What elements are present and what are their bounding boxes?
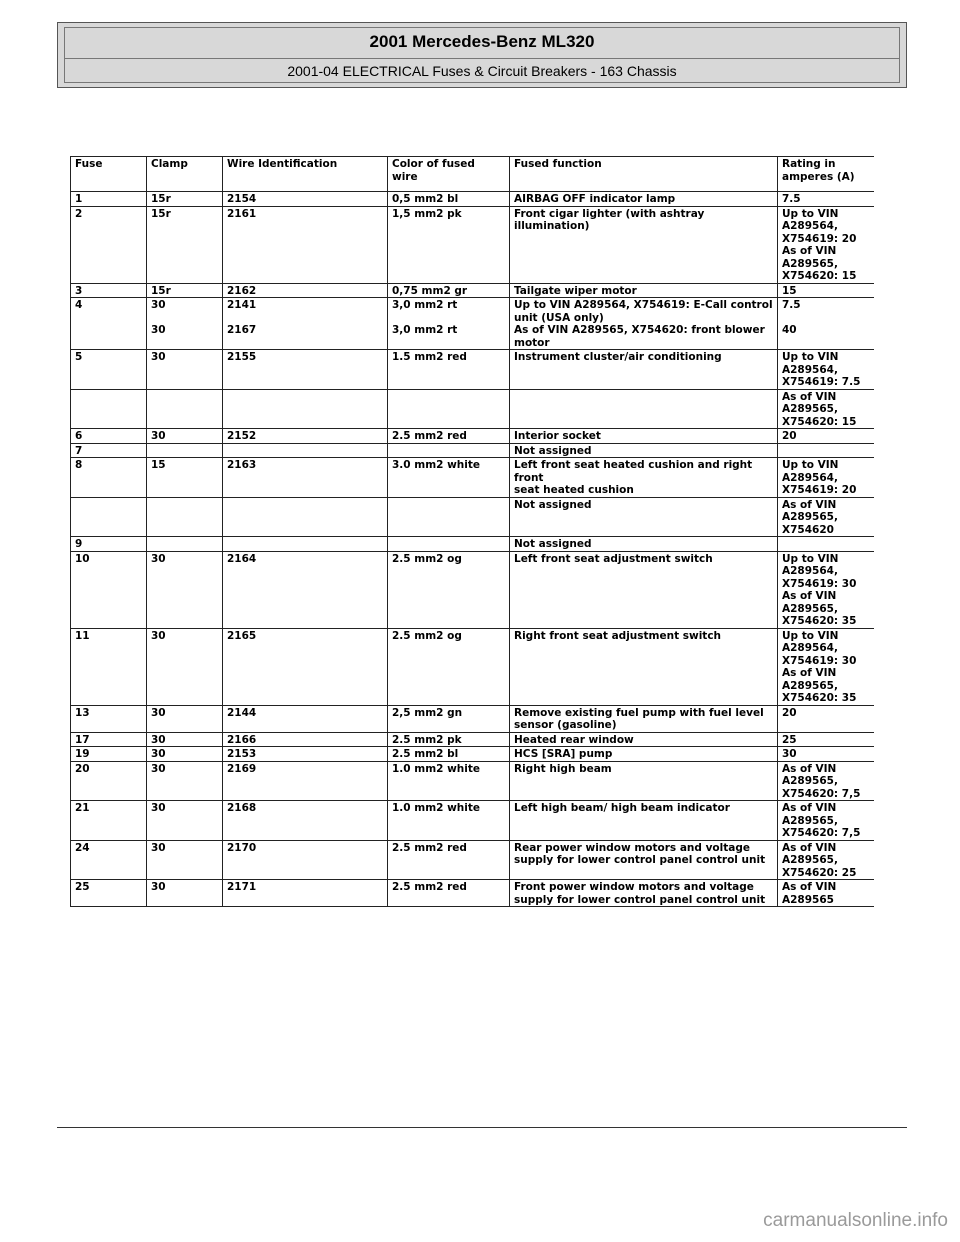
col-header-rating: Rating in amperes (A)	[778, 157, 875, 192]
wire-color-cell: 2,5 mm2 gn	[388, 705, 510, 732]
wire-color-cell: 2.5 mm2 pk	[388, 732, 510, 747]
fuse-cell: 3	[71, 283, 147, 298]
wire-id-cell: 2155	[223, 350, 388, 390]
function-cell: Heated rear window	[510, 732, 778, 747]
wire-color-cell: 2.5 mm2 bl	[388, 747, 510, 762]
rating-cell: Up to VIN A289564, X754619: 30 As of VIN A289565, X754620: 35	[778, 551, 875, 628]
clamp-cell: 15r	[147, 192, 223, 207]
rating-cell: As of VIN A289565, X754620	[778, 497, 875, 537]
fuse-cell: 5	[71, 350, 147, 390]
rating-cell	[778, 443, 875, 458]
clamp-cell: 30	[147, 801, 223, 841]
rating-cell: Up to VIN A289564, X754619: 30 As of VIN A289565, X754620: 35	[778, 628, 875, 705]
table-row	[71, 880, 875, 907]
table-row	[71, 350, 875, 390]
rating-cell: 30	[778, 747, 875, 762]
page-bottom-rule	[57, 1127, 907, 1128]
rating-cell: 7.5 40	[778, 298, 875, 350]
clamp-cell: 15r	[147, 283, 223, 298]
wire-id-cell	[223, 443, 388, 458]
wire-id-cell: 2171	[223, 880, 388, 907]
table-row	[71, 537, 875, 552]
wire-color-cell: 1.0 mm2 white	[388, 761, 510, 801]
wire-color-cell: 1,5 mm2 pk	[388, 206, 510, 283]
fuse-cell: 20	[71, 761, 147, 801]
wire-color-cell: 2.5 mm2 red	[388, 429, 510, 444]
function-cell: Left front seat heated cushion and right front seat heated cushion	[510, 458, 778, 498]
table-row	[71, 429, 875, 444]
col-header-clamp: Clamp	[147, 157, 223, 192]
wire-id-cell: 2163	[223, 458, 388, 498]
col-header-wire-id: Wire Identification	[223, 157, 388, 192]
clamp-cell: 30	[147, 628, 223, 705]
fuse-cell: 19	[71, 747, 147, 762]
table-row	[71, 298, 875, 350]
clamp-cell	[147, 389, 223, 429]
clamp-cell	[147, 497, 223, 537]
fuse-cell: 11	[71, 628, 147, 705]
function-cell: Instrument cluster/air conditioning	[510, 350, 778, 390]
document-title: 2001 Mercedes-Benz ML320	[369, 32, 595, 51]
table-body	[71, 192, 875, 907]
clamp-cell	[147, 443, 223, 458]
wire-color-cell: 3,0 mm2 rt 3,0 mm2 rt	[388, 298, 510, 350]
table-row	[71, 747, 875, 762]
col-header-wire-color: Color of fused wire	[388, 157, 510, 192]
table-row	[71, 840, 875, 880]
function-cell: Tailgate wiper motor	[510, 283, 778, 298]
wire-id-cell	[223, 389, 388, 429]
document-subtitle: 2001-04 ELECTRICAL Fuses & Circuit Breakers - 163 Chassis	[287, 63, 677, 79]
clamp-cell: 30 30	[147, 298, 223, 350]
function-cell: Not assigned	[510, 537, 778, 552]
wire-color-cell: 3.0 mm2 white	[388, 458, 510, 498]
table-row	[71, 192, 875, 207]
rating-cell: As of VIN A289565	[778, 880, 875, 907]
function-cell: Rear power window motors and voltage supply for lower control panel control unit	[510, 840, 778, 880]
fuse-cell: 24	[71, 840, 147, 880]
wire-color-cell: 1.5 mm2 red	[388, 350, 510, 390]
wire-id-cell: 2168	[223, 801, 388, 841]
clamp-cell: 30	[147, 705, 223, 732]
fuse-cell: 2	[71, 206, 147, 283]
rating-cell: Up to VIN A289564, X754619: 7.5	[778, 350, 875, 390]
table-row	[71, 206, 875, 283]
wire-color-cell: 0,75 mm2 gr	[388, 283, 510, 298]
rating-cell: Up to VIN A289564, X754619: 20 As of VIN A289565, X754620: 15	[778, 206, 875, 283]
table-row	[71, 443, 875, 458]
clamp-cell: 30	[147, 429, 223, 444]
fuse-cell: 25	[71, 880, 147, 907]
fuse-cell: 4	[71, 298, 147, 350]
wire-id-cell	[223, 537, 388, 552]
fuse-cell	[71, 497, 147, 537]
header-inner	[64, 27, 900, 83]
rating-cell: As of VIN A289565, X754620: 25	[778, 840, 875, 880]
wire-color-cell	[388, 389, 510, 429]
clamp-cell: 30	[147, 551, 223, 628]
table-row	[71, 497, 875, 537]
wire-id-cell: 2154	[223, 192, 388, 207]
wire-color-cell: 2.5 mm2 og	[388, 628, 510, 705]
function-cell: Remove existing fuel pump with fuel level sensor (gasoline)	[510, 705, 778, 732]
header-divider	[65, 58, 899, 59]
clamp-cell: 30	[147, 761, 223, 801]
fuse-cell: 21	[71, 801, 147, 841]
function-cell	[510, 389, 778, 429]
rating-cell: 7.5	[778, 192, 875, 207]
rating-cell: 15	[778, 283, 875, 298]
wire-color-cell: 1.0 mm2 white	[388, 801, 510, 841]
wire-id-cell: 2164	[223, 551, 388, 628]
table-row	[71, 283, 875, 298]
function-cell: AIRBAG OFF indicator lamp	[510, 192, 778, 207]
wire-id-cell: 2161	[223, 206, 388, 283]
clamp-cell: 15r	[147, 206, 223, 283]
clamp-cell: 30	[147, 350, 223, 390]
clamp-cell	[147, 537, 223, 552]
rating-cell: As of VIN A289565, X754620: 7,5	[778, 801, 875, 841]
rating-cell: 20	[778, 429, 875, 444]
table-row	[71, 761, 875, 801]
fuse-table-container	[70, 156, 874, 1130]
wire-color-cell	[388, 497, 510, 537]
rating-cell: 25	[778, 732, 875, 747]
function-cell: Not assigned	[510, 497, 778, 537]
table-header-row	[71, 157, 875, 192]
col-header-fuse: Fuse	[71, 157, 147, 192]
function-cell: Not assigned	[510, 443, 778, 458]
table-row	[71, 389, 875, 429]
fuse-table	[70, 156, 874, 907]
clamp-cell: 30	[147, 880, 223, 907]
wire-id-cell: 2152	[223, 429, 388, 444]
function-cell: Right front seat adjustment switch	[510, 628, 778, 705]
function-cell: HCS [SRA] pump	[510, 747, 778, 762]
rating-cell	[778, 537, 875, 552]
fuse-cell: 8	[71, 458, 147, 498]
wire-color-cell: 2.5 mm2 red	[388, 880, 510, 907]
rating-cell: 20	[778, 705, 875, 732]
clamp-cell: 15	[147, 458, 223, 498]
function-cell: Left front seat adjustment switch	[510, 551, 778, 628]
fuse-cell: 7	[71, 443, 147, 458]
function-cell: Right high beam	[510, 761, 778, 801]
fuse-cell: 10	[71, 551, 147, 628]
wire-id-cell: 2169	[223, 761, 388, 801]
fuse-cell	[71, 389, 147, 429]
wire-color-cell	[388, 443, 510, 458]
wire-id-cell	[223, 497, 388, 537]
table-row	[71, 801, 875, 841]
fuse-cell: 1	[71, 192, 147, 207]
wire-id-cell: 2166	[223, 732, 388, 747]
table-row	[71, 705, 875, 732]
fuse-cell: 6	[71, 429, 147, 444]
table-row	[71, 628, 875, 705]
rating-cell: As of VIN A289565, X754620: 7,5	[778, 761, 875, 801]
wire-color-cell	[388, 537, 510, 552]
function-cell: Front power window motors and voltage supply for lower control panel control unit	[510, 880, 778, 907]
wire-color-cell: 2.5 mm2 red	[388, 840, 510, 880]
clamp-cell: 30	[147, 840, 223, 880]
rating-cell: Up to VIN A289564, X754619: 20	[778, 458, 875, 498]
function-cell: Interior socket	[510, 429, 778, 444]
wire-id-cell: 2170	[223, 840, 388, 880]
table-row	[71, 732, 875, 747]
function-cell: Front cigar lighter (with ashtray illumination)	[510, 206, 778, 283]
table-row	[71, 458, 875, 498]
function-cell: Up to VIN A289564, X754619: E-Call control unit (USA only) As of VIN A289565, X754620: front blower motor	[510, 298, 778, 350]
table-row	[71, 551, 875, 628]
watermark: carmanualsonline.info	[763, 1210, 948, 1231]
wire-id-cell: 2162	[223, 283, 388, 298]
wire-color-cell: 2.5 mm2 og	[388, 551, 510, 628]
fuse-cell: 9	[71, 537, 147, 552]
wire-color-cell: 0,5 mm2 bl	[388, 192, 510, 207]
clamp-cell: 30	[147, 732, 223, 747]
wire-id-cell: 2141 2167	[223, 298, 388, 350]
wire-id-cell: 2144	[223, 705, 388, 732]
fuse-cell: 17	[71, 732, 147, 747]
fuse-cell: 13	[71, 705, 147, 732]
wire-id-cell: 2153	[223, 747, 388, 762]
function-cell: Left high beam/ high beam indicator	[510, 801, 778, 841]
page-header	[57, 22, 907, 88]
rating-cell: As of VIN A289565, X754620: 15	[778, 389, 875, 429]
clamp-cell: 30	[147, 747, 223, 762]
wire-id-cell: 2165	[223, 628, 388, 705]
col-header-function: Fused function	[510, 157, 778, 192]
